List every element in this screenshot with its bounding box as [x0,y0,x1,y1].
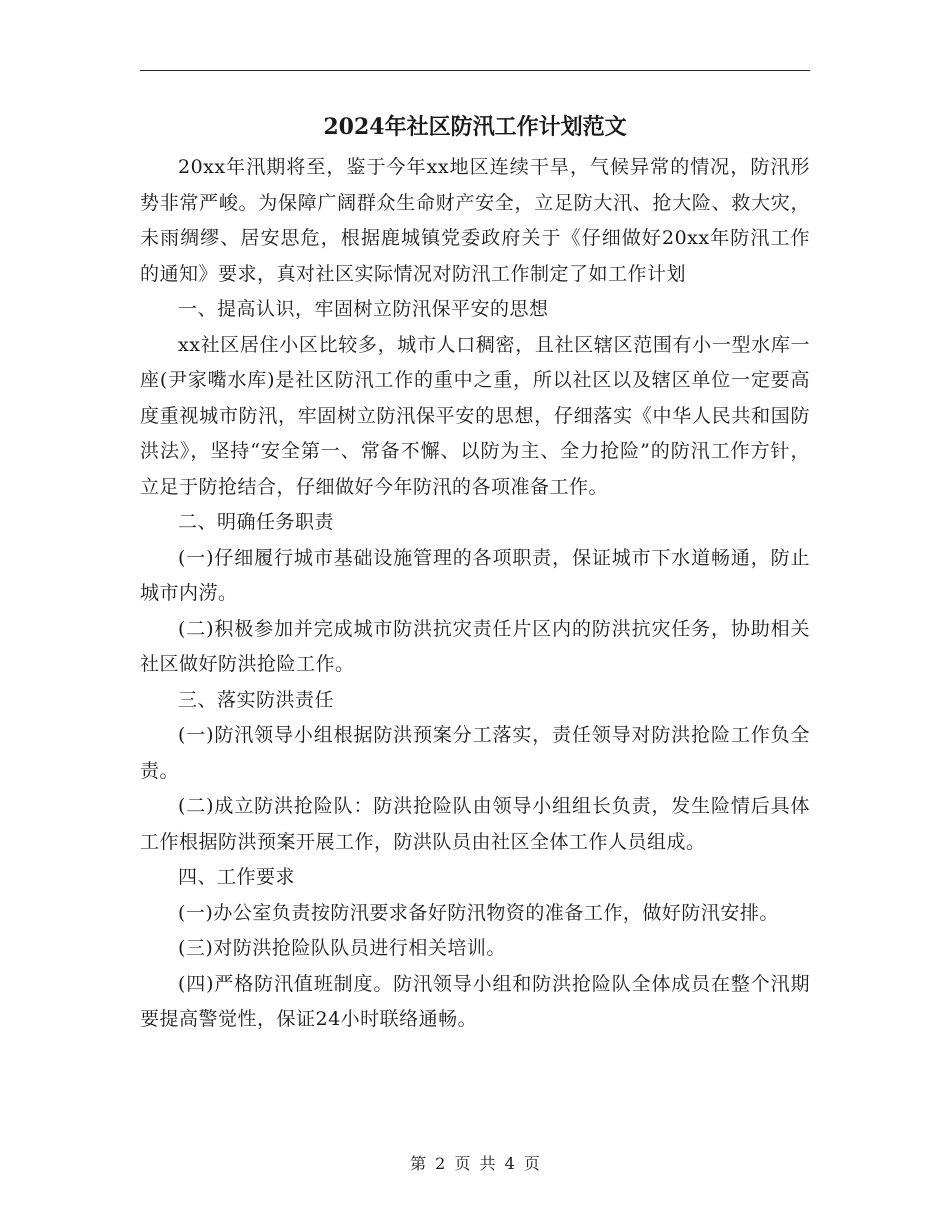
section-heading-1: 一、提高认识，牢固树立防汛保平安的思想 [178,298,549,320]
paragraph-item-3-2: (二)成立防洪抢险队：防洪抢险队由领导小组组长负责，发生险情后具体工作根据防洪预案开展工作，防洪队员由社区全体工作人员组成。 [140,795,810,853]
document-body [140,150,810,1038]
paragraph-item-3-1: (一)防汛领导小组根据防洪预案分工落实，责任领导对防洪抢险工作负全责。 [140,724,810,782]
paragraph-item-2-2: (二)积极参加并完成城市防洪抗灾责任片区内的防洪抗灾任务，协助相关社区做好防洪抢险工作。 [140,617,810,675]
header-rule [140,70,810,71]
paragraph-item-2-1: (一)仔细履行城市基础设施管理的各项职责，保证城市下水道畅通，防止城市内涝。 [140,546,810,604]
document-title: 2024年社区防汛工作计划范文 [323,114,627,140]
section-heading-2: 二、明确任务职责 [178,511,335,533]
paragraph-item-4-4: (四)严格防汛值班制度。防汛领导小组和防洪抢险队全体成员在整个汛期要提高警觉性，保证24小时联络通畅。 [140,972,810,1030]
page-number: 第 2 页 共 4 页 [410,1154,540,1173]
section-heading-3: 三、落实防洪责任 [178,688,335,711]
paragraph-item-4-1: (一)办公室负责按防汛要求备好防汛物资的准备工作，做好防汛安排。 [178,901,779,924]
section-heading-4: 四、工作要求 [178,866,296,888]
paragraph-section-1: xx社区居住小区比较多，城市人口稠密，且社区辖区范围有小一型水库一座(尹家嘴水库)是社区防汛工作的重中之重，所以社区以及辖区单位一定要高度重视城市防汛，牢固树立防汛保平安的思想，仔细落实《中华人民共和国防洪法》，坚持“安全第一、常备不懈、以防为主、全力抢险”的防汛工作方针，立足于防抢结合，仔细做好今年防汛的各项准备工作。 [140,333,810,498]
paragraph-intro: 20xx年汛期将至，鉴于今年xx地区连续干旱，气候异常的情况，防汛形势非常严峻。为保障广阔群众生命财产安全，立足防大汛、抢大险、救大灾，未雨绸缪、居安思危，根据鹿城镇党委政府关于《仔细做好20xx年防汛工作的通知》要求，真对社区实际情况对防汛工作制定了如工作计划 [140,156,810,285]
paragraph-item-4-3: (三)对防洪抢险队队员进行相关培训。 [178,937,506,959]
